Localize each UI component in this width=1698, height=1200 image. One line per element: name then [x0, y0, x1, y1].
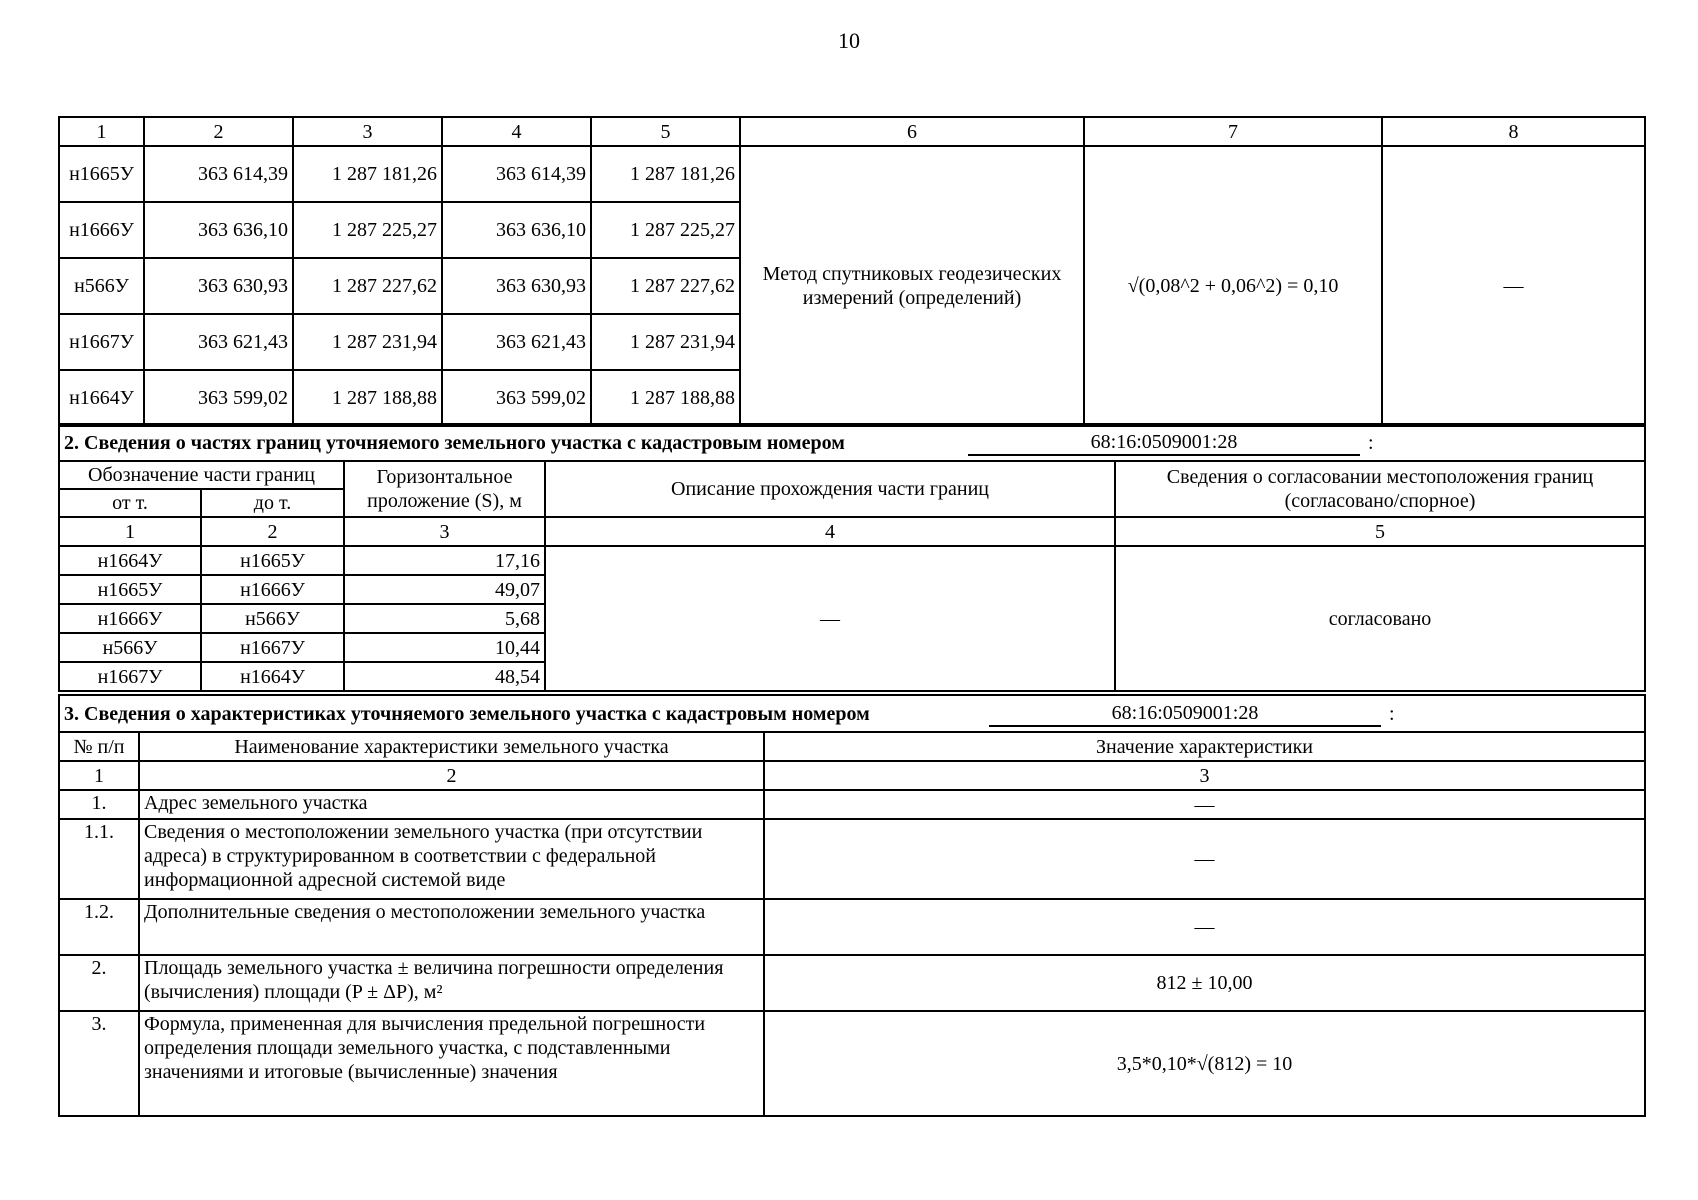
row-number: 1.2. [59, 899, 139, 955]
table-row [59, 955, 1645, 1011]
col-header: 4 [442, 117, 591, 146]
header-value: Значение характеристики [764, 732, 1645, 761]
y-old: 1 287 188,88 [293, 370, 442, 426]
section2-cadastral-cell [964, 424, 1364, 461]
section3-title-bar [58, 694, 1646, 733]
y-new: 1 287 227,62 [591, 258, 740, 314]
header-number: № п/п [59, 732, 139, 761]
header-agreement: Сведения о согласовании местоположения границ (согласовано/спорное) [1115, 461, 1645, 517]
section2-title: 2. Сведения о частях границ уточняемого земельного участка с кадастровым номером [59, 424, 964, 461]
length-value: 48,54 [344, 662, 545, 691]
point-name: н1664У [59, 370, 144, 426]
characteristic-value: 3,5*0,10*√(812) = 10 [764, 1011, 1645, 1116]
y-old: 1 287 227,62 [293, 258, 442, 314]
to-point: н1667У [201, 633, 344, 662]
accuracy-cell: √(0,08^2 + 0,06^2) = 0,10 [1084, 146, 1382, 426]
header-description: Описание прохождения части границ [545, 461, 1115, 517]
col-header: 3 [293, 117, 442, 146]
characteristic-name: Площадь земельного участка ± величина погрешности определения (вычисления) площади (P ± ΔP), м² [139, 955, 764, 1011]
header-to: до т. [201, 489, 344, 517]
header-from: от т. [59, 489, 201, 517]
y-old: 1 287 231,94 [293, 314, 442, 370]
coordinates-table [58, 116, 1646, 427]
y-new: 1 287 181,26 [591, 146, 740, 202]
x-old: 363 630,93 [144, 258, 293, 314]
to-point: н1666У [201, 575, 344, 604]
col-header: 6 [740, 117, 1084, 146]
border-parts-table [58, 460, 1646, 692]
row-number: 1. [59, 790, 139, 819]
page-number: 10 [838, 28, 860, 53]
col-number: 5 [1115, 517, 1645, 546]
description-cell: — [545, 546, 1115, 691]
table-row [59, 790, 1645, 819]
y-new: 1 287 188,88 [591, 370, 740, 426]
table-row [59, 899, 1645, 955]
y-new: 1 287 231,94 [591, 314, 740, 370]
from-point: н1665У [59, 575, 201, 604]
characteristic-name: Сведения о местоположении земельного участка (при отсутствии адреса) в структурированном в соответствии с федеральной информационной адресной системой виде [139, 819, 764, 899]
to-point: н1664У [201, 662, 344, 691]
y-old: 1 287 225,27 [293, 202, 442, 258]
col-number: 3 [764, 761, 1645, 790]
characteristic-value: 812 ± 10,00 [764, 955, 1645, 1011]
characteristics-table [58, 731, 1646, 1117]
point-name: н1666У [59, 202, 144, 258]
x-old: 363 599,02 [144, 370, 293, 426]
col-number: 2 [201, 517, 344, 546]
section3-cadastral-cell [985, 695, 1385, 732]
characteristic-value: — [764, 790, 1645, 819]
length-value: 17,16 [344, 546, 545, 575]
col8-cell: — [1382, 146, 1645, 426]
x-old: 363 621,43 [144, 314, 293, 370]
x-new: 363 630,93 [442, 258, 591, 314]
point-name: н566У [59, 258, 144, 314]
length-value: 10,44 [344, 633, 545, 662]
table-row [59, 819, 1645, 899]
row-number: 1.1. [59, 819, 139, 899]
section3-cadastral-number: 68:16:0509001:28 [989, 701, 1381, 727]
section3-colon: : [1385, 695, 1645, 732]
x-new: 363 621,43 [442, 314, 591, 370]
table-row [59, 146, 1645, 202]
length-value: 5,68 [344, 604, 545, 633]
from-point: н1664У [59, 546, 201, 575]
to-point: н1665У [201, 546, 344, 575]
x-new: 363 614,39 [442, 146, 591, 202]
y-old: 1 287 181,26 [293, 146, 442, 202]
x-old: 363 614,39 [144, 146, 293, 202]
characteristic-value: — [764, 899, 1645, 955]
length-value: 49,07 [344, 575, 545, 604]
section3-title: 3. Сведения о характеристиках уточняемого земельного участка с кадастровым номером [59, 695, 985, 732]
characteristic-name: Адрес земельного участка [139, 790, 764, 819]
x-old: 363 636,10 [144, 202, 293, 258]
row-number: 3. [59, 1011, 139, 1116]
table-row [59, 1011, 1645, 1116]
col-number: 2 [139, 761, 764, 790]
row-number: 2. [59, 955, 139, 1011]
col-header: 2 [144, 117, 293, 146]
from-point: н1667У [59, 662, 201, 691]
characteristic-name: Дополнительные сведения о местоположении земельного участка [139, 899, 764, 955]
col-number: 4 [545, 517, 1115, 546]
section2-colon: : [1364, 424, 1645, 461]
col-number: 1 [59, 761, 139, 790]
method-cell: Метод спутниковых геодезических измерений (определений) [740, 146, 1084, 426]
col-header: 5 [591, 117, 740, 146]
y-new: 1 287 225,27 [591, 202, 740, 258]
col-header: 7 [1084, 117, 1382, 146]
to-point: н566У [201, 604, 344, 633]
col-header: 1 [59, 117, 144, 146]
col-header: 8 [1382, 117, 1645, 146]
characteristic-value: — [764, 819, 1645, 899]
col-number: 3 [344, 517, 545, 546]
section2-title-bar [58, 423, 1646, 462]
characteristic-name: Формула, примененная для вычисления предельной погрешности определения площади земельного участка, с подставленными значениями и итоговые (вычисленные) значения [139, 1011, 764, 1116]
agreement-cell: согласовано [1115, 546, 1645, 691]
point-name: н1667У [59, 314, 144, 370]
header-horizontal-length: Горизонтальное проложение (S), м [344, 461, 545, 517]
table-row [59, 546, 1645, 575]
header-part-designation: Обозначение части границ [59, 461, 344, 489]
from-point: н1666У [59, 604, 201, 633]
section2-cadastral-number: 68:16:0509001:28 [968, 430, 1360, 456]
header-name: Наименование характеристики земельного участка [139, 732, 764, 761]
col-number: 1 [59, 517, 201, 546]
x-new: 363 636,10 [442, 202, 591, 258]
from-point: н566У [59, 633, 201, 662]
x-new: 363 599,02 [442, 370, 591, 426]
point-name: н1665У [59, 146, 144, 202]
